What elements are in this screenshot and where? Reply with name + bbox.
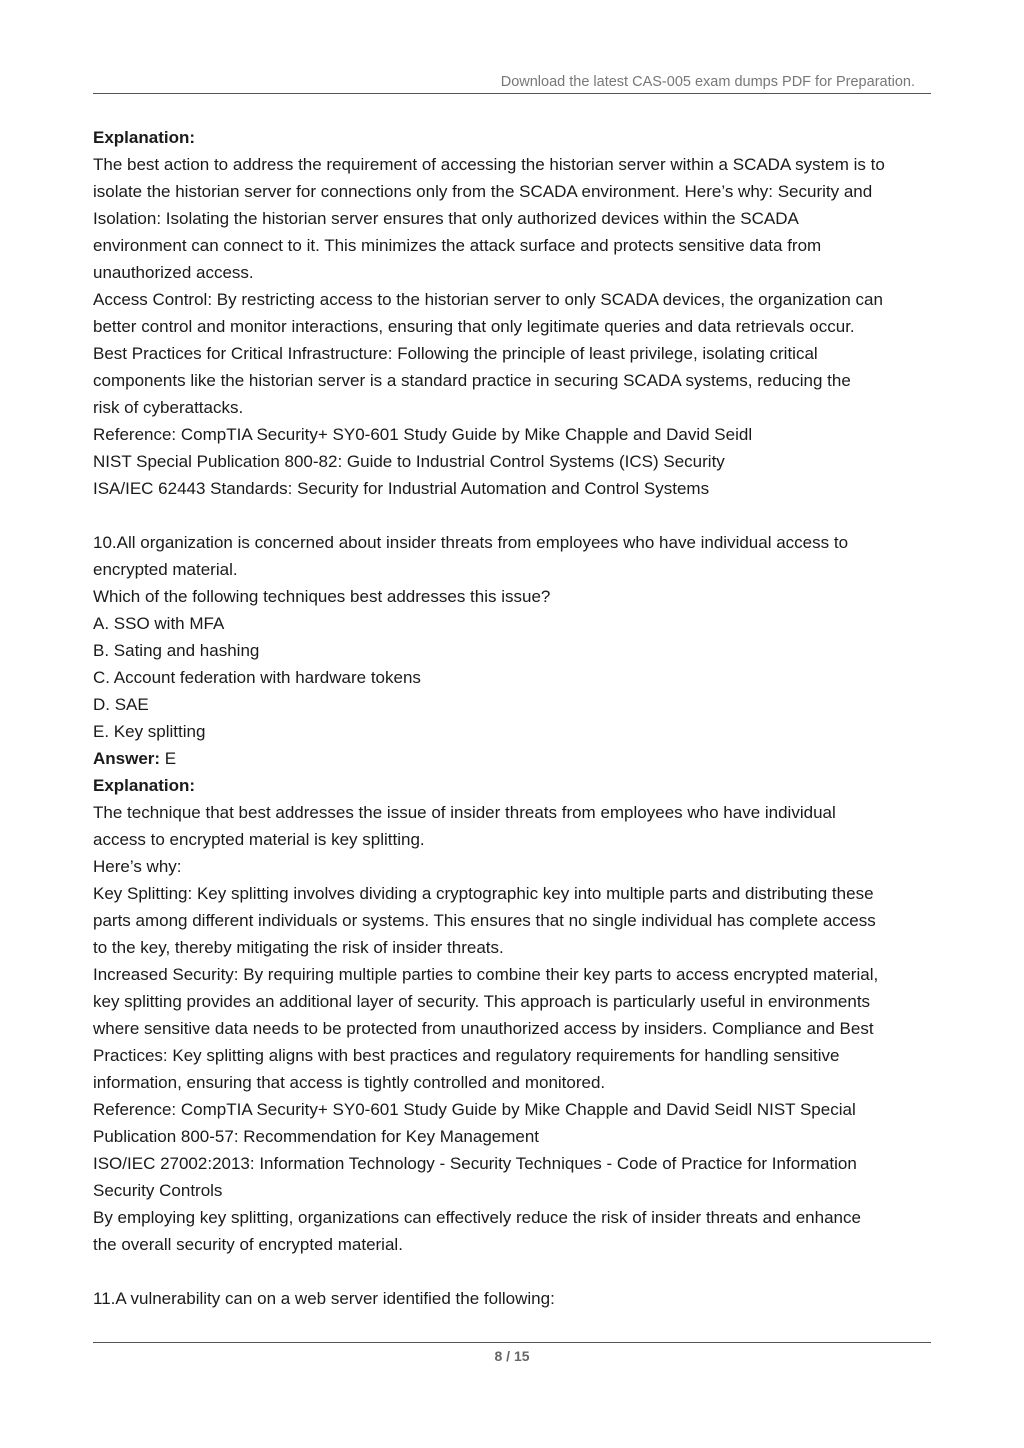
explanation-line: Key Splitting: Key splitting involves dividing a cryptographic key into multiple parts and distributing these <box>93 884 874 903</box>
explanation-line: the overall security of encrypted material. <box>93 1235 403 1254</box>
paragraph-gap <box>93 502 943 529</box>
reference-line: Security Controls <box>93 1181 223 1200</box>
page-number: 8 / 15 <box>494 1348 530 1364</box>
reference-line: ISA/IEC 62443 Standards: Security for Industrial Automation and Control Systems <box>93 479 710 498</box>
explanation-line: to the key, thereby mitigating the risk of insider threats. <box>93 938 504 957</box>
explanation-line: Practices: Key splitting aligns with best practices and regulatory requirements for handling sensitive <box>93 1046 840 1065</box>
explanation-line: The best action to address the requirement of accessing the historian server within a SCADA system is to <box>93 155 885 174</box>
explanation-line: Access Control: By restricting access to the historian server to only SCADA devices, the organization can <box>93 290 883 309</box>
page-footer <box>93 1342 931 1364</box>
explanation-line: risk of cyberattacks. <box>93 398 244 417</box>
explanation-heading: Explanation: <box>93 128 196 147</box>
explanation-line: key splitting provides an additional layer of security. This approach is particularly useful in environments <box>93 992 871 1011</box>
explanation-line: isolate the historian server for connections only from the SCADA environment. Here’s why: Security and <box>93 182 873 201</box>
answer-label: Answer: <box>93 749 161 768</box>
answer-option-e: E. Key splitting <box>93 722 206 741</box>
reference-line: Reference: CompTIA Security+ SY0-601 Study Guide by Mike Chapple and David Seidl <box>93 425 753 444</box>
explanation-line: better control and monitor interactions, ensuring that only legitimate queries and data retrievals occur. <box>93 317 855 336</box>
explanation-line: Here’s why: <box>93 857 182 876</box>
question-text: encrypted material. <box>93 560 238 579</box>
reference-line: ISO/IEC 27002:2013: Information Technology - Security Techniques - Code of Practice for Information <box>93 1154 857 1173</box>
question-prompt: Which of the following techniques best addresses this issue? <box>93 587 551 606</box>
explanation-line: Best Practices for Critical Infrastructure: Following the principle of least privilege, isolating critical <box>93 344 818 363</box>
explanation-heading: Explanation: <box>93 776 196 795</box>
paragraph-gap <box>93 1258 943 1285</box>
reference-line: Reference: CompTIA Security+ SY0-601 Study Guide by Mike Chapple and David Seidl NIST Special <box>93 1100 856 1119</box>
explanation-line: where sensitive data needs to be protected from unauthorized access by insiders. Compliance and Best <box>93 1019 874 1038</box>
answer-option-a: A. SSO with MFA <box>93 614 225 633</box>
explanation-line: parts among different individuals or systems. This ensures that no single individual has complete access <box>93 911 876 930</box>
answer-option-d: D. SAE <box>93 695 149 714</box>
answer-option-b: B. Sating and hashing <box>93 641 260 660</box>
answer-line <box>93 745 943 772</box>
question-text: 10.All organization is concerned about insider threats from employees who have individual access to <box>93 533 849 552</box>
explanation-line: unauthorized access. <box>93 263 254 282</box>
explanation-line: Isolation: Isolating the historian server ensures that only authorized devices within the SCADA <box>93 209 799 228</box>
header-text: Download the latest CAS-005 exam dumps PDF for Preparation. <box>500 74 915 90</box>
question-text: 11.A vulnerability can on a web server identified the following: <box>93 1289 555 1308</box>
page-header <box>93 70 931 94</box>
reference-line: Publication 800-57: Recommendation for Key Management <box>93 1127 540 1146</box>
explanation-line: The technique that best addresses the issue of insider threats from employees who have individual <box>93 803 836 822</box>
explanation-line: By employing key splitting, organizations can effectively reduce the risk of insider threats and enhance <box>93 1208 861 1227</box>
answer-value: E <box>160 749 177 768</box>
explanation-line: environment can connect to it. This minimizes the attack surface and protects sensitive data from <box>93 236 822 255</box>
explanation-line: access to encrypted material is key splitting. <box>93 830 425 849</box>
explanation-line: information, ensuring that access is tightly controlled and monitored. <box>93 1073 606 1092</box>
document-content <box>93 124 943 1312</box>
answer-option-c: C. Account federation with hardware tokens <box>93 668 421 687</box>
explanation-line: Increased Security: By requiring multiple parties to combine their key parts to access encrypted material, <box>93 965 879 984</box>
explanation-line: components like the historian server is a standard practice in securing SCADA systems, reducing the <box>93 371 851 390</box>
reference-line: NIST Special Publication 800-82: Guide to Industrial Control Systems (ICS) Security <box>93 452 725 471</box>
